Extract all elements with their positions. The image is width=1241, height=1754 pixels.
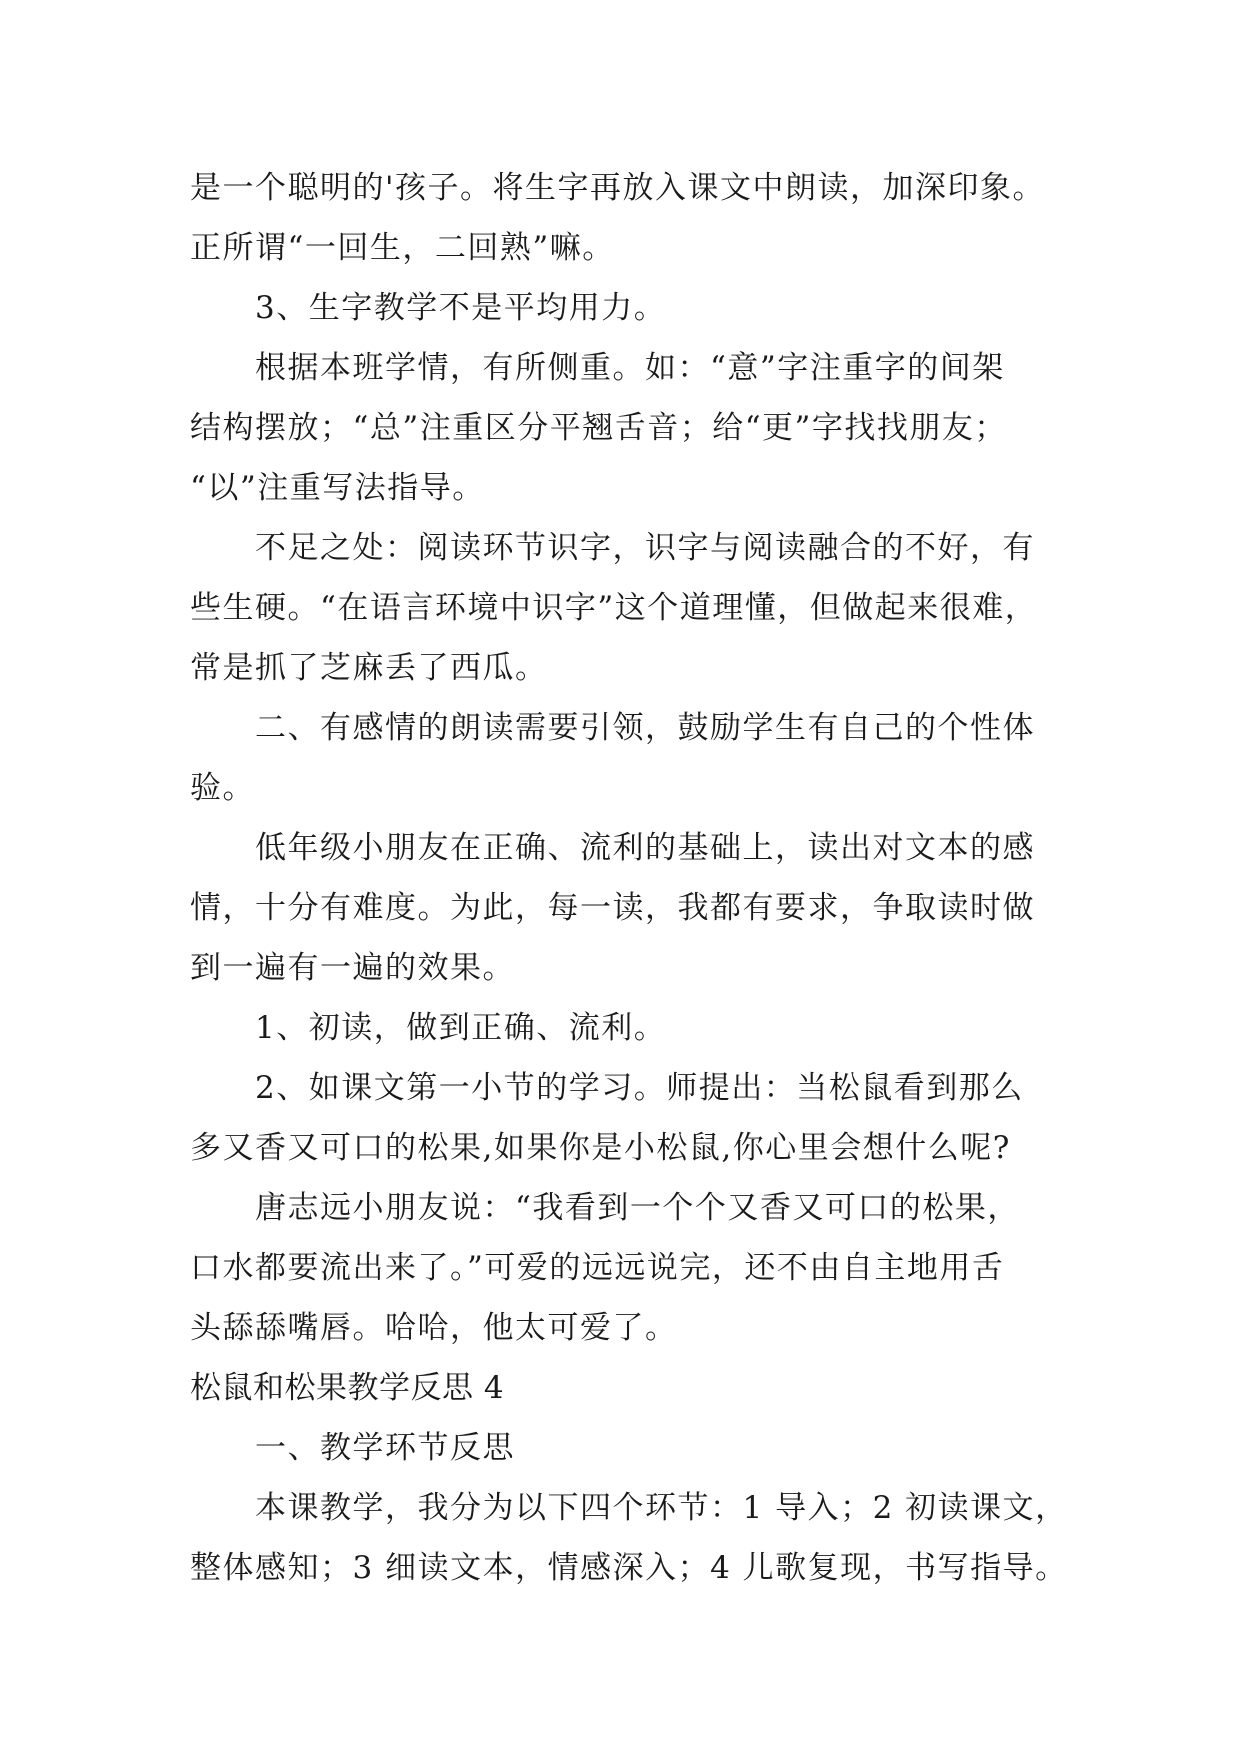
text-line: 些生硬。“在语言环境中识字”这个道理懂，但做起来很难， [190, 590, 1038, 626]
text-line: 头舔舔嘴唇。哈哈，他太可爱了。 [190, 1310, 678, 1346]
text-line: 验。 [190, 770, 255, 806]
text-line: 2、如课文第一小节的学习。师提出：当松鼠看到那么 [255, 1070, 1024, 1106]
text-line: 根据本班学情，有所侧重。如：“意”字注重字的间架 [255, 350, 1005, 386]
text-line: 是一个聪明的'孩子。将生字再放入课文中朗读，加深印象。 [190, 170, 1046, 206]
text-line: 1、初读，做到正确、流利。 [255, 1010, 667, 1046]
document-body [190, 158, 1070, 1598]
text-line: 唐志远小朋友说：“我看到一个个又香又可口的松果， [255, 1190, 1020, 1226]
text-line: 不足之处：阅读环节识字，识字与阅读融合的不好，有 [255, 530, 1035, 566]
text-line: 情，十分有难度。为此，每一读，我都有要求，争取读时做 [190, 890, 1035, 926]
text-line: 多又香又可口的松果,如果你是小松鼠,你心里会想什么呢? [190, 1130, 1011, 1166]
text-line: 正所谓“一回生，二回熟”嘛。 [190, 230, 615, 266]
text-line: 常是抓了芝麻丢了西瓜。 [190, 650, 548, 686]
section-heading: 松鼠和松果教学反思 4 [190, 1370, 505, 1406]
text-line: 本课教学，我分为以下四个环节：1 导入；2 初读课文， [255, 1490, 1068, 1526]
text-line: 二、有感情的朗读需要引领，鼓励学生有自己的个性体 [255, 710, 1035, 746]
text-line: 到一遍有一遍的效果。 [190, 950, 515, 986]
text-line: 一、教学环节反思 [255, 1430, 515, 1466]
text-line: 低年级小朋友在正确、流利的基础上，读出对文本的感 [255, 830, 1035, 866]
text-line: 整体感知；3 细读文本，情感深入；4 儿歌复现，书写指导。 [190, 1550, 1068, 1586]
text-line: 结构摆放；“总”注重区分平翘舌音；给“更”字找找朋友； [190, 410, 1007, 446]
text-line: “以”注重写法指导。 [190, 470, 485, 506]
text-line: 3、生字教学不是平均用力。 [255, 290, 667, 326]
text-line: 口水都要流出来了。”可爱的远远说完，还不由自主地用舌 [190, 1250, 1005, 1286]
